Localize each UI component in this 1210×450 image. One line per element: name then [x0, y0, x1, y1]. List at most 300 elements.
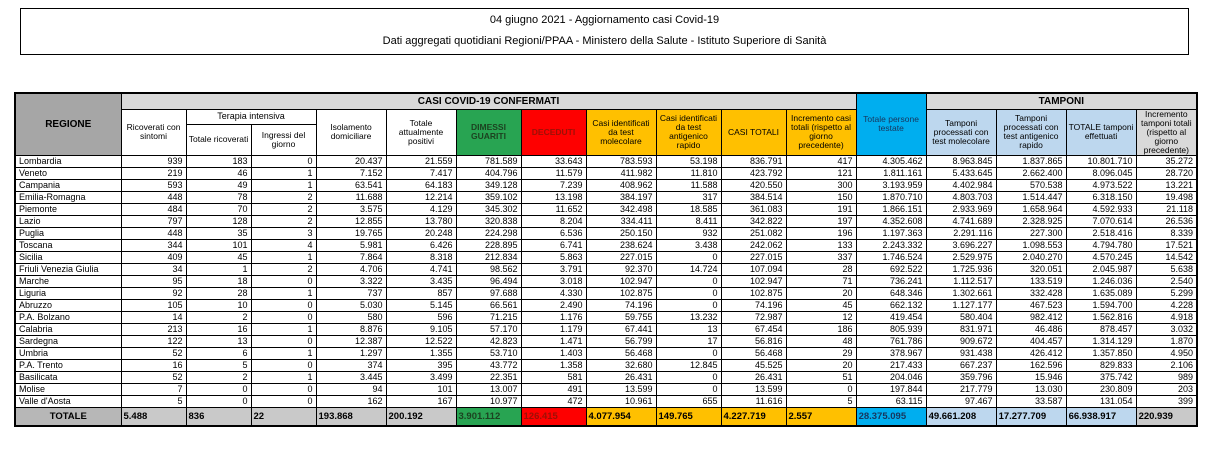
value-cell: 2.328.925: [996, 215, 1066, 227]
value-cell: 395: [386, 359, 456, 371]
value-cell: 1: [251, 167, 316, 179]
value-cell: 101: [186, 239, 251, 251]
region-row: [15, 335, 1197, 347]
value-cell: 8.204: [521, 215, 586, 227]
value-cell: 1.179: [521, 323, 586, 335]
value-cell: 1.403: [521, 347, 586, 359]
value-cell: 13.221: [1136, 179, 1197, 191]
value-cell: 783.593: [586, 155, 656, 167]
value-cell: 53.710: [456, 347, 521, 359]
value-cell: 97.688: [456, 287, 521, 299]
value-cell: 8.411: [656, 215, 721, 227]
value-cell: 13: [186, 335, 251, 347]
value-cell: 1.127.177: [926, 299, 996, 311]
col-header-tamponi-molecolare: Tamponi processati con test molecolare: [926, 109, 996, 155]
value-cell: 7.070.614: [1066, 215, 1136, 227]
value-cell: 384.514: [721, 191, 786, 203]
value-cell: 3.322: [316, 275, 386, 287]
region-name-cell: P.A. Trento: [15, 359, 121, 371]
value-cell: 1.866.151: [856, 203, 926, 215]
value-cell: 878.457: [1066, 323, 1136, 335]
value-cell: 1.746.524: [856, 251, 926, 263]
value-cell: 33.643: [521, 155, 586, 167]
value-cell: 92: [121, 287, 186, 299]
value-cell: 5.638: [1136, 263, 1197, 275]
value-cell: 51: [786, 371, 856, 383]
region-name-cell: P.A. Bolzano: [15, 311, 121, 323]
value-cell: 982.412: [996, 311, 1066, 323]
region-row: [15, 167, 1197, 179]
value-cell: 1.357.850: [1066, 347, 1136, 359]
totals-label-cell: TOTALE: [15, 407, 121, 426]
value-cell: 191: [786, 203, 856, 215]
value-cell: 20.437: [316, 155, 386, 167]
value-cell: 320.051: [996, 263, 1066, 275]
value-cell: 43.772: [456, 359, 521, 371]
value-cell: 1.725.936: [926, 263, 996, 275]
value-cell: 12.855: [316, 215, 386, 227]
value-cell: 8.339: [1136, 227, 1197, 239]
value-cell: 2.243.332: [856, 239, 926, 251]
value-cell: 33.587: [996, 395, 1066, 407]
value-cell: 411.982: [586, 167, 656, 179]
value-cell: 10.961: [586, 395, 656, 407]
value-cell: 121: [786, 167, 856, 179]
value-cell: 97.467: [926, 395, 996, 407]
region-row: [15, 311, 1197, 323]
value-cell: 95: [121, 275, 186, 287]
value-cell: 2: [251, 215, 316, 227]
value-cell: 224.298: [456, 227, 521, 239]
region-name-cell: Puglia: [15, 227, 121, 239]
value-cell: 131.054: [1066, 395, 1136, 407]
value-cell: 4.570.245: [1066, 251, 1136, 263]
value-cell: 48: [786, 335, 856, 347]
value-cell: 72.987: [721, 311, 786, 323]
value-cell: 4.402.984: [926, 179, 996, 191]
region-row: [15, 275, 1197, 287]
value-cell: 3: [251, 227, 316, 239]
value-cell: 8.318: [386, 251, 456, 263]
value-cell: 13.599: [721, 383, 786, 395]
totals-value-cell: 22: [251, 407, 316, 426]
value-cell: 228.895: [456, 239, 521, 251]
value-cell: 1.471: [521, 335, 586, 347]
region-row: [15, 395, 1197, 407]
value-cell: 404.796: [456, 167, 521, 179]
col-header-totale-ricoverati: Totale ricoverati: [186, 124, 251, 155]
value-cell: 11.588: [656, 179, 721, 191]
value-cell: 13: [656, 323, 721, 335]
value-cell: 14.724: [656, 263, 721, 275]
value-cell: 57.170: [456, 323, 521, 335]
value-cell: 417: [786, 155, 856, 167]
totals-value-cell: 5.488: [121, 407, 186, 426]
value-cell: 4: [251, 239, 316, 251]
value-cell: 13.007: [456, 383, 521, 395]
col-header-casi-totali: CASI TOTALI: [721, 109, 786, 155]
value-cell: 197: [786, 215, 856, 227]
region-row: [15, 347, 1197, 359]
value-cell: 186: [786, 323, 856, 335]
value-cell: 74.196: [721, 299, 786, 311]
value-cell: 342.822: [721, 215, 786, 227]
value-cell: 63.115: [856, 395, 926, 407]
value-cell: 4.228: [1136, 299, 1197, 311]
region-row: [15, 251, 1197, 263]
value-cell: 133: [786, 239, 856, 251]
value-cell: 11.616: [721, 395, 786, 407]
value-cell: 0: [656, 371, 721, 383]
value-cell: 53.198: [656, 155, 721, 167]
value-cell: 227.015: [586, 251, 656, 263]
value-cell: 21.118: [1136, 203, 1197, 215]
value-cell: 5.981: [316, 239, 386, 251]
value-cell: 384.197: [586, 191, 656, 203]
value-cell: 2.529.975: [926, 251, 996, 263]
value-cell: 0: [186, 383, 251, 395]
value-cell: 0: [656, 287, 721, 299]
value-cell: 5.863: [521, 251, 586, 263]
value-cell: 1.176: [521, 311, 586, 323]
value-cell: 16: [121, 359, 186, 371]
value-cell: 0: [656, 299, 721, 311]
report-title-box: [20, 8, 1189, 55]
value-cell: 5.030: [316, 299, 386, 311]
value-cell: 0: [786, 383, 856, 395]
col-header-dimessi-guariti: DIMESSI GUARITI: [456, 109, 521, 155]
totals-value-cell: 2.557: [786, 407, 856, 426]
col-header-attualmente-positivi: Totale attualmente positivi: [386, 109, 456, 155]
value-cell: 46: [186, 167, 251, 179]
value-cell: 3.032: [1136, 323, 1197, 335]
col-header-isolamento-domiciliare: Isolamento domiciliare: [316, 109, 386, 155]
value-cell: 349.128: [456, 179, 521, 191]
value-cell: 150: [786, 191, 856, 203]
value-cell: 204.046: [856, 371, 926, 383]
value-cell: 20.248: [386, 227, 456, 239]
value-cell: 797: [121, 215, 186, 227]
totals-value-cell: 4.077.954: [586, 407, 656, 426]
group-header-casi-confermati: CASI COVID-19 CONFERMATI: [121, 93, 856, 109]
value-cell: 662.132: [856, 299, 926, 311]
totals-value-cell: 149.765: [656, 407, 721, 426]
value-cell: 13.232: [656, 311, 721, 323]
value-cell: 9.105: [386, 323, 456, 335]
value-cell: 1: [251, 287, 316, 299]
value-cell: 408.962: [586, 179, 656, 191]
value-cell: 197.844: [856, 383, 926, 395]
value-cell: 13.198: [521, 191, 586, 203]
value-cell: 28: [786, 263, 856, 275]
value-cell: 19.498: [1136, 191, 1197, 203]
value-cell: 133.519: [996, 275, 1066, 287]
value-cell: 196: [786, 227, 856, 239]
value-cell: 580: [316, 311, 386, 323]
value-cell: 12.845: [656, 359, 721, 371]
value-cell: 217.779: [926, 383, 996, 395]
value-cell: 1.355: [386, 347, 456, 359]
value-cell: 667.237: [926, 359, 996, 371]
value-cell: 17: [656, 335, 721, 347]
totals-value-cell: 28.375.095: [856, 407, 926, 426]
value-cell: 1.197.363: [856, 227, 926, 239]
region-row: [15, 263, 1197, 275]
value-cell: 4.794.780: [1066, 239, 1136, 251]
value-cell: 105: [121, 299, 186, 311]
region-name-cell: Liguria: [15, 287, 121, 299]
value-cell: 56.468: [721, 347, 786, 359]
region-name-cell: Basilicata: [15, 371, 121, 383]
value-cell: 6.741: [521, 239, 586, 251]
value-cell: 13.599: [586, 383, 656, 395]
value-cell: 7.864: [316, 251, 386, 263]
value-cell: 2.106: [1136, 359, 1197, 371]
value-cell: 3.696.227: [926, 239, 996, 251]
value-cell: 66.561: [456, 299, 521, 311]
totals-value-cell: 836: [186, 407, 251, 426]
value-cell: 3.499: [386, 371, 456, 383]
value-cell: 3.435: [386, 275, 456, 287]
value-cell: 227.015: [721, 251, 786, 263]
value-cell: 736.241: [856, 275, 926, 287]
value-cell: 344: [121, 239, 186, 251]
value-cell: 4.706: [316, 263, 386, 275]
value-cell: 242.062: [721, 239, 786, 251]
col-header-regione: REGIONE: [15, 93, 121, 155]
value-cell: 448: [121, 191, 186, 203]
region-name-cell: Veneto: [15, 167, 121, 179]
value-cell: 0: [251, 275, 316, 287]
value-cell: 423.792: [721, 167, 786, 179]
value-cell: 45: [786, 299, 856, 311]
value-cell: 167: [386, 395, 456, 407]
value-cell: 805.939: [856, 323, 926, 335]
value-cell: 102.947: [586, 275, 656, 287]
value-cell: 98.562: [456, 263, 521, 275]
value-cell: 419.454: [856, 311, 926, 323]
value-cell: 593: [121, 179, 186, 191]
value-cell: 3.791: [521, 263, 586, 275]
value-cell: 71.215: [456, 311, 521, 323]
value-cell: 6.426: [386, 239, 456, 251]
value-cell: 2.490: [521, 299, 586, 311]
totals-row: [15, 407, 1197, 426]
value-cell: 35: [186, 227, 251, 239]
value-cell: 375.742: [1066, 371, 1136, 383]
value-cell: 7.417: [386, 167, 456, 179]
value-cell: 4.918: [1136, 311, 1197, 323]
totals-value-cell: 3.901.112: [456, 407, 521, 426]
value-cell: 238.624: [586, 239, 656, 251]
totals-value-cell: 193.868: [316, 407, 386, 426]
report-title-line1: 04 giugno 2021 - Aggiornamento casi Covid-19: [489, 14, 720, 26]
value-cell: 0: [656, 347, 721, 359]
region-name-cell: Lazio: [15, 215, 121, 227]
value-cell: 8.963.845: [926, 155, 996, 167]
value-cell: 19.765: [316, 227, 386, 239]
value-cell: 102.875: [721, 287, 786, 299]
value-cell: 26.431: [586, 371, 656, 383]
value-cell: 4.305.462: [856, 155, 926, 167]
value-cell: 71: [786, 275, 856, 287]
value-cell: 2.045.987: [1066, 263, 1136, 275]
value-cell: 0: [251, 299, 316, 311]
value-cell: 2.291.116: [926, 227, 996, 239]
region-name-cell: Emilia-Romagna: [15, 191, 121, 203]
value-cell: 20: [786, 287, 856, 299]
region-name-cell: Sardegna: [15, 335, 121, 347]
value-cell: 67.454: [721, 323, 786, 335]
value-cell: 1: [251, 179, 316, 191]
value-cell: 0: [251, 335, 316, 347]
region-name-cell: Sicilia: [15, 251, 121, 263]
value-cell: 34: [121, 263, 186, 275]
value-cell: 20: [786, 359, 856, 371]
region-name-cell: Valle d'Aosta: [15, 395, 121, 407]
value-cell: 359.796: [926, 371, 996, 383]
region-row: [15, 359, 1197, 371]
value-cell: 16: [186, 323, 251, 335]
value-cell: 570.538: [996, 179, 1066, 191]
value-cell: 0: [251, 155, 316, 167]
value-cell: 1.314.129: [1066, 335, 1136, 347]
value-cell: 217.433: [856, 359, 926, 371]
value-cell: 162: [316, 395, 386, 407]
value-cell: 655: [656, 395, 721, 407]
region-row: [15, 371, 1197, 383]
value-cell: 4.741: [386, 263, 456, 275]
value-cell: 836.791: [721, 155, 786, 167]
region-row: [15, 383, 1197, 395]
report-title-line2: Dati aggregati quotidiani Regioni/PPAA - Ministero della Salute - Istituto Superiore di Sanità: [382, 35, 827, 47]
value-cell: 342.498: [586, 203, 656, 215]
value-cell: 0: [186, 395, 251, 407]
totals-value-cell: 126.415: [521, 407, 586, 426]
value-cell: 909.672: [926, 335, 996, 347]
group-header-tamponi: TAMPONI: [926, 93, 1197, 109]
value-cell: 4.592.933: [1066, 203, 1136, 215]
value-cell: 781.589: [456, 155, 521, 167]
totals-value-cell: 200.192: [386, 407, 456, 426]
value-cell: 8.096.045: [1066, 167, 1136, 179]
value-cell: 931.438: [926, 347, 996, 359]
covid-data-table: [14, 92, 1198, 427]
totals-value-cell: 66.938.917: [1066, 407, 1136, 426]
value-cell: 45.525: [721, 359, 786, 371]
col-header-persone-testate: Totale persone testate: [856, 93, 926, 155]
value-cell: 932: [656, 227, 721, 239]
value-cell: 3.193.959: [856, 179, 926, 191]
value-cell: 227.300: [996, 227, 1066, 239]
group-header-terapia-intensiva: Terapia intensiva: [186, 109, 316, 124]
value-cell: 28.720: [1136, 167, 1197, 179]
value-cell: 15.946: [996, 371, 1066, 383]
region-row: [15, 227, 1197, 239]
value-cell: 78: [186, 191, 251, 203]
value-cell: 2.662.400: [996, 167, 1066, 179]
value-cell: 0: [251, 359, 316, 371]
value-cell: 6.318.150: [1066, 191, 1136, 203]
value-cell: 467.523: [996, 299, 1066, 311]
region-name-cell: Campania: [15, 179, 121, 191]
value-cell: 1.098.553: [996, 239, 1066, 251]
value-cell: 1: [251, 251, 316, 263]
value-cell: 4.741.689: [926, 215, 996, 227]
value-cell: 1.302.661: [926, 287, 996, 299]
region-row: [15, 155, 1197, 167]
value-cell: 183: [186, 155, 251, 167]
value-cell: 101: [386, 383, 456, 395]
value-cell: 337: [786, 251, 856, 263]
region-row: [15, 215, 1197, 227]
col-header-ricoverati-sintomi: Ricoverati con sintomi: [121, 109, 186, 155]
value-cell: 203: [1136, 383, 1197, 395]
value-cell: 3.575: [316, 203, 386, 215]
value-cell: 1.514.447: [996, 191, 1066, 203]
value-cell: 0: [251, 383, 316, 395]
value-cell: 5: [186, 359, 251, 371]
value-cell: 989: [1136, 371, 1197, 383]
totals-value-cell: 220.939: [1136, 407, 1197, 426]
value-cell: 17.521: [1136, 239, 1197, 251]
region-row: [15, 299, 1197, 311]
value-cell: 10.801.710: [1066, 155, 1136, 167]
col-header-tamponi-antigenico: Tamponi processati con test antigenico rapido: [996, 109, 1066, 155]
value-cell: 1.594.700: [1066, 299, 1136, 311]
region-row: [15, 287, 1197, 299]
value-cell: 1.562.816: [1066, 311, 1136, 323]
value-cell: 472: [521, 395, 586, 407]
value-cell: 128: [186, 215, 251, 227]
value-cell: 0: [251, 311, 316, 323]
value-cell: 11.652: [521, 203, 586, 215]
value-cell: 0: [656, 383, 721, 395]
value-cell: 74.196: [586, 299, 656, 311]
value-cell: 13.780: [386, 215, 456, 227]
value-cell: 2: [186, 311, 251, 323]
value-cell: 491: [521, 383, 586, 395]
value-cell: 7: [121, 383, 186, 395]
value-cell: 26.431: [721, 371, 786, 383]
value-cell: 56.816: [721, 335, 786, 347]
value-cell: 2: [251, 263, 316, 275]
region-name-cell: Toscana: [15, 239, 121, 251]
value-cell: 426.412: [996, 347, 1066, 359]
value-cell: 64.183: [386, 179, 456, 191]
value-cell: 1: [251, 323, 316, 335]
value-cell: 1.246.036: [1066, 275, 1136, 287]
col-header-incremento-casi: Incremento casi totali (rispetto al giorno precedente): [786, 109, 856, 155]
value-cell: 12: [786, 311, 856, 323]
value-cell: 42.823: [456, 335, 521, 347]
col-header-ingressi-giorno: Ingressi del giorno: [251, 124, 316, 155]
value-cell: 4.352.608: [856, 215, 926, 227]
value-cell: 648.346: [856, 287, 926, 299]
value-cell: 2.518.416: [1066, 227, 1136, 239]
value-cell: 829.833: [1066, 359, 1136, 371]
value-cell: 70: [186, 203, 251, 215]
value-cell: 26.536: [1136, 215, 1197, 227]
value-cell: 737: [316, 287, 386, 299]
value-cell: 52: [121, 347, 186, 359]
value-cell: 12.387: [316, 335, 386, 347]
value-cell: 7.239: [521, 179, 586, 191]
value-cell: 939: [121, 155, 186, 167]
value-cell: 4.129: [386, 203, 456, 215]
value-cell: 1.635.089: [1066, 287, 1136, 299]
value-cell: 6: [186, 347, 251, 359]
